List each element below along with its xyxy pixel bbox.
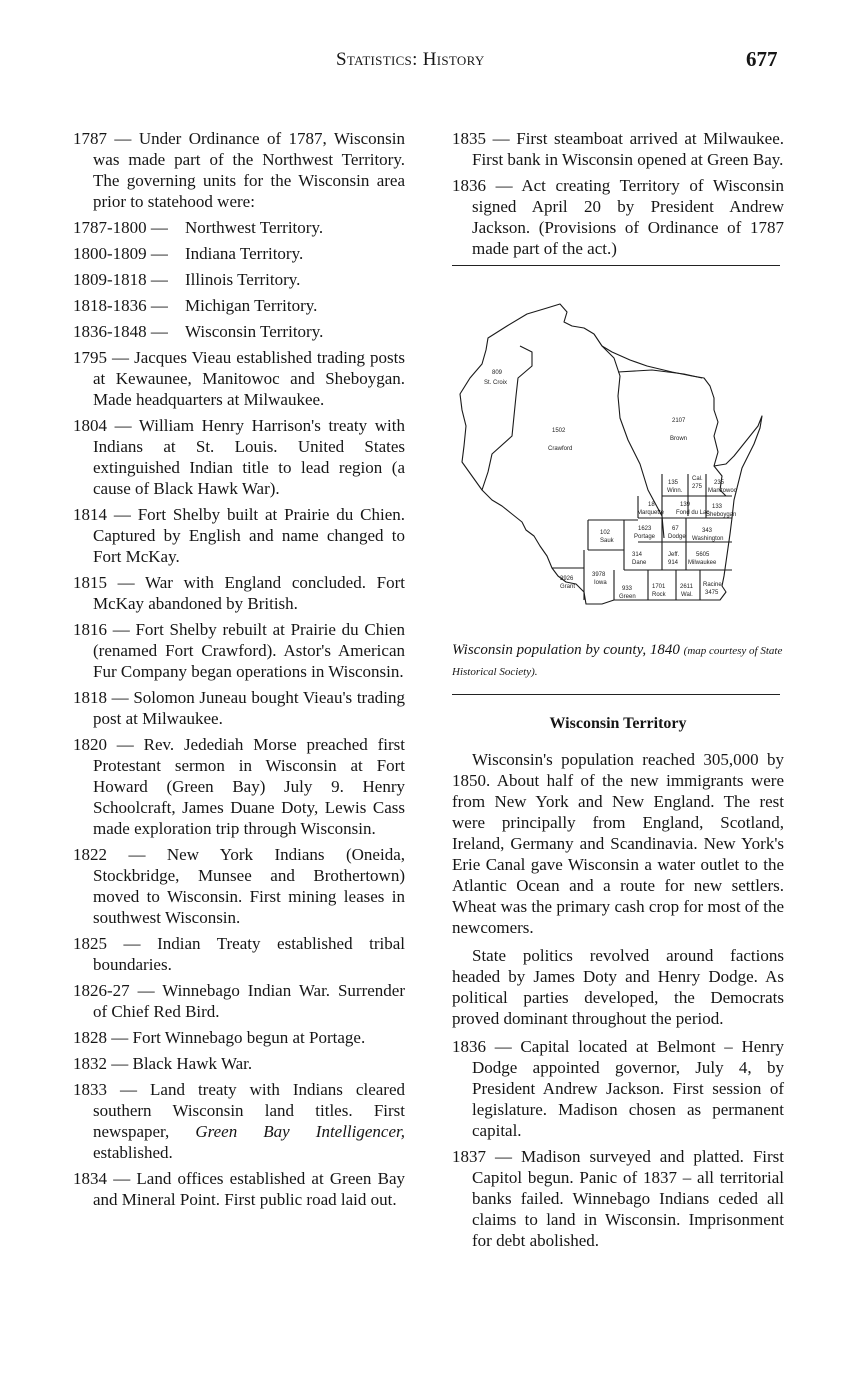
label-wal-name: Wal. (681, 592, 693, 598)
label-marquette-name: Marquette (637, 510, 665, 516)
history-entry: 1836 — Capital located at Belmont – Henry Dodge appointed governor, July 4, by President Andrew Jackson. First session of legislature. Madison chosen as permanent capital. (452, 1037, 784, 1140)
label-sauk-value: 102 (600, 530, 611, 536)
label-jeff-value: 914 (668, 560, 679, 566)
history-entry: 1820 — Rev. Jedediah Morse preached first Protestant sermon in Wisconsin at Fort Howard (Green Bay) July 9. Henry Schoolcraft, James Duane Doty, Lewis Cass made exploration trip through Wisconsin. (73, 735, 405, 838)
label-dane-value: 314 (632, 552, 643, 558)
label-green-name: Green (619, 594, 636, 600)
governing-unit (73, 269, 405, 290)
history-entry: 1814 — Fort Shelby built at Prairie du Chien. Captured by English and name changed to Fort McKay. (73, 505, 405, 566)
history-entry: 1837 — Madison surveyed and platted. First Capitol begun. Panic of 1837 – all territorial banks failed. Winnebago Indians ceded all claims to land in Wisconsin. Imprisonment for debt abolished. (452, 1147, 784, 1250)
governing-unit (73, 295, 405, 316)
governing-unit (73, 321, 405, 342)
label-racine-value: 3475 (705, 590, 719, 596)
label-winn-name: Winn. (667, 488, 683, 494)
label-rock-value: 1701 (652, 584, 666, 590)
label-racine-name: Racine (703, 582, 722, 588)
label-dodge-value: 67 (672, 526, 679, 532)
label-winn-value: 135 (668, 480, 679, 486)
governing-unit-years: 1787-1800 — (73, 218, 168, 237)
wisconsin-county-map (452, 286, 784, 636)
governing-unit-years: 1809-1818 — (73, 270, 168, 289)
label-cal-value: 275 (692, 484, 703, 490)
history-entry: 1835 — First steamboat arrived at Milwaukee. First bank in Wisconsin opened at Green Bay. (452, 129, 784, 169)
label-rock-name: Rock (652, 592, 666, 598)
entry-1834: 1834 — Land offices established at Green Bay and Mineral Point. First public road laid out. (73, 1169, 405, 1209)
paragraph: Wisconsin's population reached 305,000 by 1850. About half of the new immigrants were from New York and New England. The rest were principally from England, Scotland, Ireland, Germany and Scandinavia. New York's Erie Canal gave Wisconsin a water outlet to the Atlantic Ocean and a route for new settlers. Wheat was the primary cash crop for most of the newcomers. (452, 750, 784, 937)
history-entry: 1822 — New York Indians (Oneida, Stockbridge, Munsee and Brothertown) moved to Wisconsin. First mining leases in southwest Wisconsin. (73, 845, 405, 927)
governing-unit-years: 1818-1836 — (73, 296, 168, 315)
history-entry: 1826-27 — Winnebago Indian War. Surrender of Chief Red Bird. (73, 981, 405, 1021)
entry-1787: 1787 — Under Ordinance of 1787, Wisconsin was made part of the Northwest Territory. The governing units for the Wisconsin area prior to statehood were: (73, 129, 405, 211)
label-washington-value: 343 (702, 528, 713, 534)
label-cal-name: Cal. (692, 476, 703, 482)
label-fonddulac-value: 139 (680, 502, 691, 508)
history-entry: 1804 — William Henry Harrison's treaty with Indians at St. Louis. United States extinguished Indian title to lead region (a cause of Black Hawk War). (73, 416, 405, 498)
history-entry: 1815 — War with England concluded. Fort McKay abandoned by British. (73, 573, 405, 613)
label-dodge-name: Dodge (668, 534, 686, 540)
label-crawford-name: Crawford (548, 446, 573, 452)
divider-rule (452, 265, 780, 266)
label-milwaukee-value: 5605 (696, 552, 710, 558)
label-sauk-name: Sauk (600, 538, 614, 544)
map-figure (452, 286, 784, 636)
label-milwaukee-name: Milwaukee (688, 560, 717, 566)
map-caption (452, 640, 784, 682)
label-iowa-value: 3978 (592, 572, 606, 578)
governing-unit-name: Illinois Territory. (185, 270, 301, 289)
governing-unit-years: 1836-1848 — (73, 322, 168, 341)
governing-unit-name: Michigan Territory. (185, 296, 318, 315)
label-jeff-name: Jeff. (668, 552, 680, 558)
label-stcroix-value: 809 (492, 370, 503, 376)
label-wal-value: 2611 (680, 584, 693, 590)
label-portage-name: Portage (634, 534, 656, 540)
caption-main: Wisconsin population by county, 1840 (452, 642, 680, 658)
history-entry: 1818 — Solomon Juneau bought Vieau's trading post at Milwaukee. (73, 688, 405, 728)
history-entry: 1816 — Fort Shelby rebuilt at Prairie du Chien (renamed Fort Crawford). Astor's American Fur Company began operations in Wisconsin. (73, 620, 405, 681)
label-dane-name: Dane (632, 560, 647, 566)
label-iowa-name: Iowa (594, 580, 607, 586)
running-title: Statistics: History (336, 49, 485, 70)
page-number: 677 (746, 47, 778, 71)
label-brown-name: Brown (670, 436, 688, 442)
section-title: Wisconsin Territory (549, 715, 687, 732)
caption-credit: (map courtesy of State Historical Society). (452, 645, 783, 678)
label-fonddulac-name: Fond du Lac (676, 510, 710, 516)
governing-unit-name: Wisconsin Territory. (185, 322, 324, 341)
history-entry: 1836 — Act creating Territory of Wisconsin signed April 20 by President Andrew Jackson. (Provisions of Ordinance of 1787 made part of the act.) (452, 176, 784, 258)
state-outline (460, 304, 762, 604)
history-entry: 1832 — Black Hawk War. (73, 1054, 253, 1073)
governing-unit-name: Indiana Territory. (185, 244, 304, 263)
governing-unit (73, 217, 405, 238)
label-brown-value: 2107 (672, 418, 686, 424)
running-header (0, 47, 859, 77)
history-entry: 1795 — Jacques Vieau established trading posts at Kewaunee, Manitowoc and Sheboygan. Made headquarters at Milwaukee. (73, 348, 405, 409)
label-sheboygan-value: 133 (712, 504, 723, 510)
right-column (452, 128, 784, 1256)
label-crawford-value: 1502 (552, 428, 566, 434)
governing-unit-name: Northwest Territory. (185, 218, 324, 237)
label-manitowoc-value: 235 (714, 480, 725, 486)
history-entry: 1825 — Indian Treaty established tribal boundaries. (73, 934, 405, 974)
entry-1833-text: 1833 — Land treaty with Indians cleared southern Wisconsin land titles. First newspaper, (73, 1080, 405, 1141)
label-grant-name: Grant (560, 584, 576, 590)
entry-1833 (73, 1079, 405, 1163)
left-column (73, 128, 405, 1215)
county-boundary (618, 370, 702, 378)
paragraph: State politics revolved around factions headed by James Doty and Henry Dodge. As political parties developed, the Democrats proved dominant throughout the period. (452, 946, 784, 1028)
newspaper-name: Green Bay Intelligencer, (195, 1122, 405, 1141)
label-sheboygan-name: Sheboygan (706, 512, 737, 518)
history-entry: 1828 — Fort Winnebago begun at Portage. (73, 1028, 366, 1047)
divider-rule (452, 694, 780, 695)
label-stcroix-name: St. Croix (484, 380, 508, 386)
label-green-value: 933 (622, 586, 633, 592)
label-portage-value: 1623 (638, 526, 652, 532)
label-manitowoc-name: Manitowoc (708, 488, 737, 494)
governing-unit-years: 1800-1809 — (73, 244, 168, 263)
governing-unit (73, 243, 405, 264)
county-boundary (482, 346, 532, 490)
label-washington-name: Washington (692, 536, 724, 542)
entry-1833-end: established. (93, 1143, 173, 1162)
label-grant-value: 3926 (560, 576, 574, 582)
label-marquette-value: 18 (648, 502, 655, 508)
